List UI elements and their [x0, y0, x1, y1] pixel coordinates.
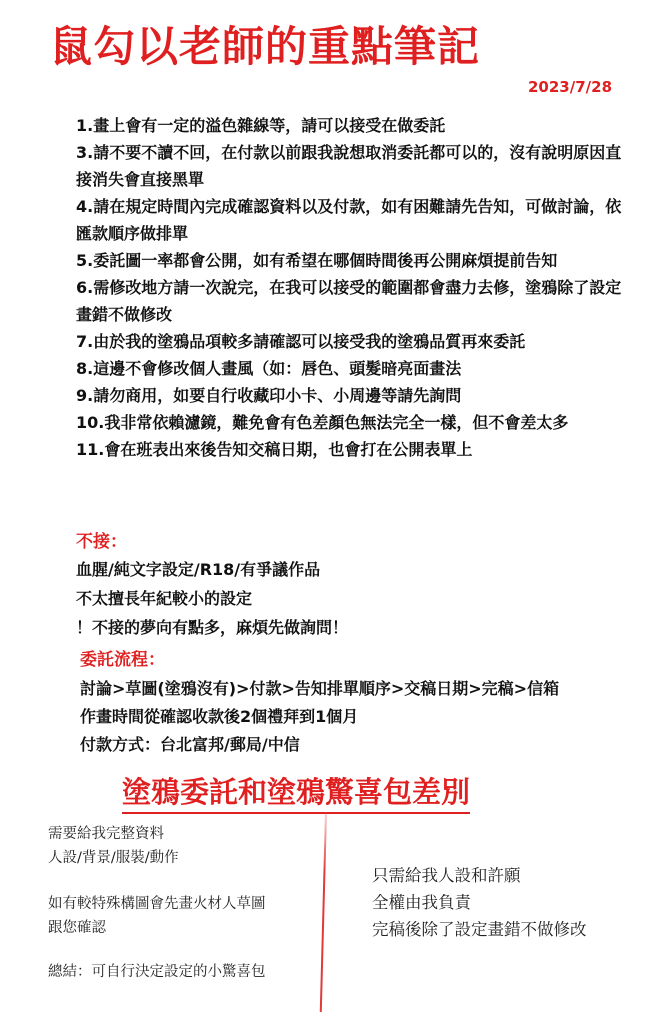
surprise-line: 全權由我負責: [372, 893, 471, 912]
flow-line: 作畫時間從確認收款後2個禮拜到1個月: [80, 707, 359, 726]
no-accept-line: ！不接的夢向有點多，麻煩先做詢問！: [76, 618, 349, 637]
surprise-line: 只需給我人設和許願: [372, 866, 521, 885]
rules-list: [76, 112, 636, 463]
flow-line: 付款方式：台北富邦/郵局/中信: [80, 735, 300, 754]
rule-item: 9.請勿商用，如要自行收藏印小卡、小周邊等請先詢問: [76, 386, 462, 405]
rule-item: 11.會在班表出來後告知交稿日期，也會打在公開表單上: [76, 440, 473, 459]
no-accept-line: 血腥/純文字設定/R18/有爭議作品: [76, 560, 321, 579]
flow-heading: 委託流程：: [80, 650, 165, 670]
flow-line: 討論>草圖(塗鴉沒有)>付款>告知排單順序>交稿日期>完稿>信箱: [80, 679, 560, 698]
rule-item: 8.這邊不會修改個人畫風（如：唇色、頭髮暗亮面畫法: [76, 359, 462, 378]
flow-section: [80, 675, 559, 759]
commission-line: 如有較特殊構圖會先畫火材人草圖: [48, 896, 266, 912]
comparison-title: 塗鴉委託和塗鴉驚喜包差別: [122, 770, 470, 814]
no-accept-section: [76, 555, 348, 642]
rule-item: 7.由於我的塗鴉品項較多請確認可以接受我的塗鴉品質再來委託: [76, 332, 526, 351]
no-accept-heading: 不接：: [76, 532, 127, 552]
rule-item: 5.委託圖一率都會公開，如有希望在哪個時間後再公開麻煩提前告知: [76, 251, 558, 270]
commission-line: 人設/背景/服裝/動作: [48, 850, 179, 866]
date-stamp: 2023/7/28: [528, 78, 613, 96]
page-title: 鼠勾以老師的重點筆記: [50, 22, 481, 71]
rule-item: 1.畫上會有一定的溢色雜線等，請可以接受在做委託: [76, 116, 446, 135]
column-divider: [320, 812, 327, 1012]
surprise-line: 完稿後除了設定畫錯不做修改: [372, 920, 587, 939]
rule-item: 6.需修改地方請一次說完，在我可以接受的範圍都會盡力去修，塗鴉除了設定畫錯不做修改: [76, 278, 622, 324]
rule-item: 4.請在規定時間內完成確認資料以及付款，如有困難請先告知，可做討論，依匯款順序做排單: [76, 197, 622, 243]
commission-column: [48, 822, 318, 984]
commission-line: 跟您確認: [48, 920, 106, 936]
no-accept-line: 不太擅長年紀較小的設定: [76, 589, 253, 608]
rule-item: 3.請不要不讀不回，在付款以前跟我說想取消委託都可以的，沒有說明原因直接消失會直接黑單: [76, 143, 622, 189]
commission-line: 需要給我完整資料: [48, 826, 164, 842]
commission-summary: 總結：可自行決定設定的小驚喜包: [48, 964, 266, 980]
rule-item: 10.我非常依賴濾鏡，難免會有色差顏色無法完全一樣，但不會差太多: [76, 413, 569, 432]
surprise-pack-column: [372, 862, 662, 943]
